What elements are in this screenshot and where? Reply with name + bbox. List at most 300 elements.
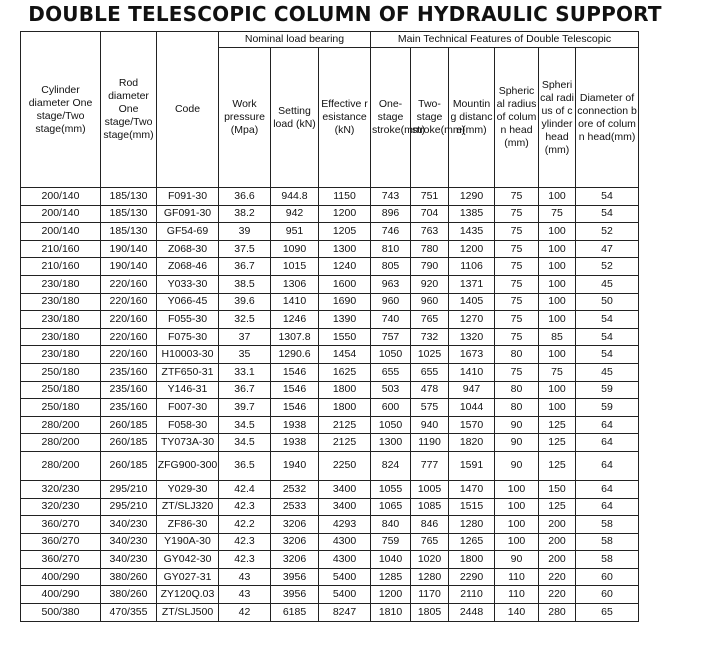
cell-work-pressure: 42	[219, 604, 271, 622]
cell-mounting-distance: 1800	[449, 551, 495, 569]
cell-cylinder: 320/230	[21, 498, 101, 516]
cell-effective-resistance: 1625	[319, 363, 371, 381]
cell-mounting-distance: 1570	[449, 416, 495, 434]
cell-connection-bore: 45	[576, 363, 639, 381]
cell-work-pressure: 43	[219, 586, 271, 604]
header-effective-resistance: Effective resistance(kN)	[319, 48, 371, 188]
cell-code: ZFG900-300	[157, 451, 219, 480]
cell-spherical-radius-cylinder: 100	[539, 311, 576, 329]
cell-spherical-radius-cylinder: 220	[539, 568, 576, 586]
cell-two-stage-stroke: 1170	[411, 586, 449, 604]
cell-connection-bore: 65	[576, 604, 639, 622]
cell-mounting-distance: 1673	[449, 346, 495, 364]
cell-cylinder: 280/200	[21, 434, 101, 452]
cell-spherical-radius-head: 75	[495, 363, 539, 381]
cell-one-stage-stroke: 1050	[371, 416, 411, 434]
cell-mounting-distance: 1405	[449, 293, 495, 311]
cell-setting-load: 951	[271, 223, 319, 241]
cell-spherical-radius-cylinder: 150	[539, 480, 576, 498]
cell-work-pressure: 36.6	[219, 188, 271, 206]
cell-work-pressure: 39	[219, 223, 271, 241]
cell-connection-bore: 60	[576, 586, 639, 604]
cell-code: ZT/SLJ500	[157, 604, 219, 622]
cell-spherical-radius-cylinder: 125	[539, 451, 576, 480]
cell-spherical-radius-head: 75	[495, 188, 539, 206]
cell-two-stage-stroke: 1085	[411, 498, 449, 516]
cell-code: GY027-31	[157, 568, 219, 586]
cell-rod: 470/355	[101, 604, 157, 622]
cell-spherical-radius-cylinder: 75	[539, 205, 576, 223]
cell-effective-resistance: 1690	[319, 293, 371, 311]
cell-cylinder: 230/180	[21, 328, 101, 346]
cell-one-stage-stroke: 743	[371, 188, 411, 206]
cell-cylinder: 400/290	[21, 568, 101, 586]
cell-one-stage-stroke: 896	[371, 205, 411, 223]
cell-mounting-distance: 1820	[449, 434, 495, 452]
cell-mounting-distance: 1515	[449, 498, 495, 516]
cell-work-pressure: 39.6	[219, 293, 271, 311]
cell-code: Z068-46	[157, 258, 219, 276]
cell-spherical-radius-head: 75	[495, 293, 539, 311]
cell-rod: 380/260	[101, 568, 157, 586]
cell-connection-bore: 54	[576, 311, 639, 329]
cell-spherical-radius-cylinder: 125	[539, 416, 576, 434]
cell-code: GF091-30	[157, 205, 219, 223]
cell-work-pressure: 42.3	[219, 551, 271, 569]
cell-setting-load: 1546	[271, 363, 319, 381]
header-connection-bore: Diameter of connection bore of column head(mm)	[576, 48, 639, 188]
table-row	[21, 258, 639, 276]
cell-mounting-distance: 1435	[449, 223, 495, 241]
header-nominal-group: Nominal load bearing	[219, 32, 371, 48]
cell-effective-resistance: 1550	[319, 328, 371, 346]
cell-mounting-distance: 1106	[449, 258, 495, 276]
cell-setting-load: 1246	[271, 311, 319, 329]
cell-mounting-distance: 2110	[449, 586, 495, 604]
cell-one-stage-stroke: 1200	[371, 586, 411, 604]
cell-cylinder: 250/180	[21, 399, 101, 417]
cell-code: Y190A-30	[157, 533, 219, 551]
cell-effective-resistance: 2125	[319, 416, 371, 434]
cell-spherical-radius-cylinder: 100	[539, 240, 576, 258]
cell-mounting-distance: 2290	[449, 568, 495, 586]
cell-spherical-radius-head: 100	[495, 516, 539, 534]
cell-cylinder: 230/180	[21, 311, 101, 329]
cell-spherical-radius-cylinder: 200	[539, 551, 576, 569]
cell-cylinder: 200/140	[21, 223, 101, 241]
cell-spherical-radius-cylinder: 200	[539, 516, 576, 534]
cell-setting-load: 944.8	[271, 188, 319, 206]
cell-rod: 260/185	[101, 416, 157, 434]
cell-work-pressure: 36.7	[219, 381, 271, 399]
cell-cylinder: 250/180	[21, 381, 101, 399]
cell-spherical-radius-cylinder: 200	[539, 533, 576, 551]
cell-spherical-radius-cylinder: 100	[539, 346, 576, 364]
cell-one-stage-stroke: 840	[371, 516, 411, 534]
cell-setting-load: 3956	[271, 568, 319, 586]
cell-rod: 340/230	[101, 533, 157, 551]
cell-code: ZTF650-31	[157, 363, 219, 381]
table-row	[21, 311, 639, 329]
cell-code: GF54-69	[157, 223, 219, 241]
cell-spherical-radius-cylinder: 280	[539, 604, 576, 622]
cell-two-stage-stroke: 575	[411, 399, 449, 417]
cell-two-stage-stroke: 960	[411, 293, 449, 311]
cell-code: TY073A-30	[157, 434, 219, 452]
cell-effective-resistance: 1150	[319, 188, 371, 206]
cell-two-stage-stroke: 777	[411, 451, 449, 480]
cell-connection-bore: 54	[576, 346, 639, 364]
cell-connection-bore: 50	[576, 293, 639, 311]
cell-rod: 220/160	[101, 328, 157, 346]
cell-cylinder: 280/200	[21, 451, 101, 480]
cell-spherical-radius-head: 75	[495, 311, 539, 329]
cell-work-pressure: 37	[219, 328, 271, 346]
cell-mounting-distance: 1591	[449, 451, 495, 480]
cell-setting-load: 1306	[271, 275, 319, 293]
cell-code: F058-30	[157, 416, 219, 434]
cell-code: Y146-31	[157, 381, 219, 399]
cell-cylinder: 280/200	[21, 416, 101, 434]
cell-effective-resistance: 2125	[319, 434, 371, 452]
table-row	[21, 480, 639, 498]
cell-rod: 220/160	[101, 293, 157, 311]
cell-spherical-radius-head: 100	[495, 480, 539, 498]
cell-one-stage-stroke: 1055	[371, 480, 411, 498]
cell-spherical-radius-head: 110	[495, 568, 539, 586]
cell-connection-bore: 54	[576, 205, 639, 223]
table-row	[21, 275, 639, 293]
cell-setting-load: 1290.6	[271, 346, 319, 364]
cell-mounting-distance: 1320	[449, 328, 495, 346]
cell-spherical-radius-cylinder: 125	[539, 498, 576, 516]
cell-rod: 235/160	[101, 363, 157, 381]
cell-connection-bore: 47	[576, 240, 639, 258]
table-row	[21, 551, 639, 569]
cell-connection-bore: 59	[576, 381, 639, 399]
cell-one-stage-stroke: 740	[371, 311, 411, 329]
cell-cylinder: 230/180	[21, 346, 101, 364]
table-row	[21, 498, 639, 516]
cell-spherical-radius-head: 80	[495, 346, 539, 364]
cell-rod: 235/160	[101, 399, 157, 417]
header-code: Code	[157, 32, 219, 188]
cell-two-stage-stroke: 704	[411, 205, 449, 223]
header-spherical-radius-cylinder: Spherical radius of cylinder head(mm)	[539, 48, 576, 188]
cell-two-stage-stroke: 780	[411, 240, 449, 258]
cell-setting-load: 2533	[271, 498, 319, 516]
cell-cylinder: 230/180	[21, 293, 101, 311]
cell-work-pressure: 39.7	[219, 399, 271, 417]
cell-code: Y066-45	[157, 293, 219, 311]
cell-one-stage-stroke: 960	[371, 293, 411, 311]
cell-setting-load: 1546	[271, 399, 319, 417]
cell-spherical-radius-head: 80	[495, 399, 539, 417]
table-row	[21, 240, 639, 258]
cell-mounting-distance: 1044	[449, 399, 495, 417]
cell-one-stage-stroke: 805	[371, 258, 411, 276]
cell-code: F007-30	[157, 399, 219, 417]
cell-one-stage-stroke: 963	[371, 275, 411, 293]
cell-setting-load: 942	[271, 205, 319, 223]
cell-one-stage-stroke: 655	[371, 363, 411, 381]
table-row	[21, 451, 639, 480]
cell-effective-resistance: 4300	[319, 551, 371, 569]
cell-one-stage-stroke: 759	[371, 533, 411, 551]
cell-spherical-radius-head: 75	[495, 258, 539, 276]
cell-rod: 260/185	[101, 434, 157, 452]
page-title: DOUBLE TELESCOPIC COLUMN OF HYDRAULIC SUPPORT	[28, 2, 662, 26]
cell-one-stage-stroke: 757	[371, 328, 411, 346]
cell-two-stage-stroke: 1280	[411, 568, 449, 586]
cell-effective-resistance: 1205	[319, 223, 371, 241]
cell-rod: 185/130	[101, 223, 157, 241]
cell-setting-load: 1938	[271, 416, 319, 434]
cell-connection-bore: 64	[576, 451, 639, 480]
cell-rod: 185/130	[101, 188, 157, 206]
cell-setting-load: 1410	[271, 293, 319, 311]
cell-spherical-radius-cylinder: 220	[539, 586, 576, 604]
cell-spherical-radius-head: 75	[495, 205, 539, 223]
cell-rod: 260/185	[101, 451, 157, 480]
cell-effective-resistance: 4293	[319, 516, 371, 534]
cell-code: GY042-30	[157, 551, 219, 569]
cell-connection-bore: 64	[576, 498, 639, 516]
cell-code: H10003-30	[157, 346, 219, 364]
cell-cylinder: 320/230	[21, 480, 101, 498]
cell-spherical-radius-head: 140	[495, 604, 539, 622]
cell-effective-resistance: 1800	[319, 381, 371, 399]
cell-spherical-radius-head: 75	[495, 240, 539, 258]
cell-one-stage-stroke: 824	[371, 451, 411, 480]
cell-mounting-distance: 1270	[449, 311, 495, 329]
table-row	[21, 568, 639, 586]
cell-setting-load: 1940	[271, 451, 319, 480]
cell-two-stage-stroke: 763	[411, 223, 449, 241]
cell-connection-bore: 60	[576, 568, 639, 586]
cell-spherical-radius-cylinder: 100	[539, 399, 576, 417]
spec-table	[20, 31, 639, 622]
cell-mounting-distance: 1200	[449, 240, 495, 258]
cell-connection-bore: 64	[576, 416, 639, 434]
cell-connection-bore: 64	[576, 480, 639, 498]
cell-work-pressure: 43	[219, 568, 271, 586]
cell-setting-load: 3206	[271, 516, 319, 534]
cell-code: F075-30	[157, 328, 219, 346]
cell-one-stage-stroke: 1285	[371, 568, 411, 586]
cell-effective-resistance: 1300	[319, 240, 371, 258]
cell-rod: 340/230	[101, 551, 157, 569]
cell-cylinder: 200/140	[21, 205, 101, 223]
cell-two-stage-stroke: 765	[411, 533, 449, 551]
cell-spherical-radius-head: 90	[495, 551, 539, 569]
header-main-group: Main Technical Features of Double Telescopic	[371, 32, 639, 48]
cell-rod: 340/230	[101, 516, 157, 534]
cell-code: ZF86-30	[157, 516, 219, 534]
cell-spherical-radius-cylinder: 100	[539, 223, 576, 241]
cell-effective-resistance: 1454	[319, 346, 371, 364]
cell-two-stage-stroke: 790	[411, 258, 449, 276]
cell-work-pressure: 34.5	[219, 434, 271, 452]
cell-mounting-distance: 1265	[449, 533, 495, 551]
cell-mounting-distance: 1280	[449, 516, 495, 534]
cell-one-stage-stroke: 1300	[371, 434, 411, 452]
table-row	[21, 399, 639, 417]
cell-effective-resistance: 8247	[319, 604, 371, 622]
cell-connection-bore: 54	[576, 188, 639, 206]
cell-code: Y033-30	[157, 275, 219, 293]
cell-setting-load: 2532	[271, 480, 319, 498]
cell-spherical-radius-cylinder: 85	[539, 328, 576, 346]
cell-code: Z068-30	[157, 240, 219, 258]
cell-work-pressure: 37.5	[219, 240, 271, 258]
cell-work-pressure: 42.4	[219, 480, 271, 498]
cell-spherical-radius-cylinder: 75	[539, 363, 576, 381]
table-row	[21, 328, 639, 346]
cell-one-stage-stroke: 746	[371, 223, 411, 241]
cell-work-pressure: 42.2	[219, 516, 271, 534]
cell-one-stage-stroke: 1810	[371, 604, 411, 622]
cell-connection-bore: 58	[576, 516, 639, 534]
cell-mounting-distance: 1290	[449, 188, 495, 206]
header-mounting-distance: Mounting distance(mm)	[449, 48, 495, 188]
cell-setting-load: 1090	[271, 240, 319, 258]
cell-two-stage-stroke: 1025	[411, 346, 449, 364]
cell-one-stage-stroke: 1040	[371, 551, 411, 569]
cell-work-pressure: 36.5	[219, 451, 271, 480]
cell-connection-bore: 54	[576, 328, 639, 346]
cell-setting-load: 3206	[271, 533, 319, 551]
cell-spherical-radius-head: 90	[495, 416, 539, 434]
cell-cylinder: 500/380	[21, 604, 101, 622]
cell-spherical-radius-cylinder: 100	[539, 258, 576, 276]
cell-connection-bore: 52	[576, 223, 639, 241]
cell-cylinder: 230/180	[21, 275, 101, 293]
cell-two-stage-stroke: 478	[411, 381, 449, 399]
cell-two-stage-stroke: 846	[411, 516, 449, 534]
cell-setting-load: 1307.8	[271, 328, 319, 346]
cell-effective-resistance: 2250	[319, 451, 371, 480]
header-two-stage-stroke: Two-stage stroke(mm)	[411, 48, 449, 188]
cell-rod: 185/130	[101, 205, 157, 223]
cell-spherical-radius-head: 90	[495, 451, 539, 480]
cell-work-pressure: 35	[219, 346, 271, 364]
cell-cylinder: 400/290	[21, 586, 101, 604]
cell-two-stage-stroke: 1805	[411, 604, 449, 622]
table-row	[21, 346, 639, 364]
cell-spherical-radius-cylinder: 100	[539, 188, 576, 206]
cell-one-stage-stroke: 1050	[371, 346, 411, 364]
table-row	[21, 205, 639, 223]
cell-rod: 380/260	[101, 586, 157, 604]
table-row	[21, 604, 639, 622]
cell-mounting-distance: 1385	[449, 205, 495, 223]
cell-effective-resistance: 5400	[319, 586, 371, 604]
table-row	[21, 533, 639, 551]
table-row	[21, 586, 639, 604]
cell-spherical-radius-head: 80	[495, 381, 539, 399]
cell-two-stage-stroke: 655	[411, 363, 449, 381]
cell-mounting-distance: 2448	[449, 604, 495, 622]
cell-spherical-radius-cylinder: 100	[539, 381, 576, 399]
cell-rod: 190/140	[101, 258, 157, 276]
cell-rod: 190/140	[101, 240, 157, 258]
cell-spherical-radius-head: 110	[495, 586, 539, 604]
cell-one-stage-stroke: 600	[371, 399, 411, 417]
cell-code: Y029-30	[157, 480, 219, 498]
cell-two-stage-stroke: 1020	[411, 551, 449, 569]
cell-rod: 295/210	[101, 480, 157, 498]
header-setting-load: Setting load (kN)	[271, 48, 319, 188]
cell-connection-bore: 64	[576, 434, 639, 452]
cell-work-pressure: 34.5	[219, 416, 271, 434]
cell-effective-resistance: 1800	[319, 399, 371, 417]
cell-effective-resistance: 1390	[319, 311, 371, 329]
cell-setting-load: 6185	[271, 604, 319, 622]
cell-setting-load: 1938	[271, 434, 319, 452]
cell-two-stage-stroke: 1005	[411, 480, 449, 498]
cell-setting-load: 3206	[271, 551, 319, 569]
cell-code: F091-30	[157, 188, 219, 206]
cell-connection-bore: 59	[576, 399, 639, 417]
cell-spherical-radius-head: 100	[495, 533, 539, 551]
cell-effective-resistance: 1600	[319, 275, 371, 293]
cell-work-pressure: 42.3	[219, 533, 271, 551]
table-row	[21, 381, 639, 399]
cell-code: F055-30	[157, 311, 219, 329]
cell-rod: 295/210	[101, 498, 157, 516]
header-cylinder: Cylinder diameter One stage/Two stage(mm)	[21, 32, 101, 188]
cell-two-stage-stroke: 732	[411, 328, 449, 346]
cell-work-pressure: 36.7	[219, 258, 271, 276]
cell-mounting-distance: 1371	[449, 275, 495, 293]
cell-spherical-radius-head: 75	[495, 328, 539, 346]
header-one-stage-stroke: One-stage stroke(mm)	[371, 48, 411, 188]
cell-one-stage-stroke: 1065	[371, 498, 411, 516]
cell-spherical-radius-cylinder: 125	[539, 434, 576, 452]
cell-two-stage-stroke: 940	[411, 416, 449, 434]
cell-code: ZY120Q.03	[157, 586, 219, 604]
cell-setting-load: 1015	[271, 258, 319, 276]
cell-spherical-radius-head: 75	[495, 223, 539, 241]
cell-work-pressure: 33.1	[219, 363, 271, 381]
cell-cylinder: 360/270	[21, 551, 101, 569]
cell-effective-resistance: 3400	[319, 480, 371, 498]
cell-one-stage-stroke: 810	[371, 240, 411, 258]
cell-cylinder: 210/160	[21, 258, 101, 276]
cell-one-stage-stroke: 503	[371, 381, 411, 399]
cell-work-pressure: 32.5	[219, 311, 271, 329]
cell-rod: 235/160	[101, 381, 157, 399]
cell-two-stage-stroke: 765	[411, 311, 449, 329]
cell-cylinder: 250/180	[21, 363, 101, 381]
cell-cylinder: 200/140	[21, 188, 101, 206]
cell-connection-bore: 45	[576, 275, 639, 293]
table-row	[21, 434, 639, 452]
table-row	[21, 188, 639, 206]
cell-work-pressure: 38.5	[219, 275, 271, 293]
cell-effective-resistance: 3400	[319, 498, 371, 516]
cell-connection-bore: 58	[576, 551, 639, 569]
cell-code: ZT/SLJ320	[157, 498, 219, 516]
table-row	[21, 293, 639, 311]
cell-spherical-radius-head: 90	[495, 434, 539, 452]
cell-work-pressure: 42.3	[219, 498, 271, 516]
table-row	[21, 416, 639, 434]
table-row	[21, 223, 639, 241]
header-spherical-radius-head: Spherical radius of column head(mm)	[495, 48, 539, 188]
cell-cylinder: 360/270	[21, 533, 101, 551]
